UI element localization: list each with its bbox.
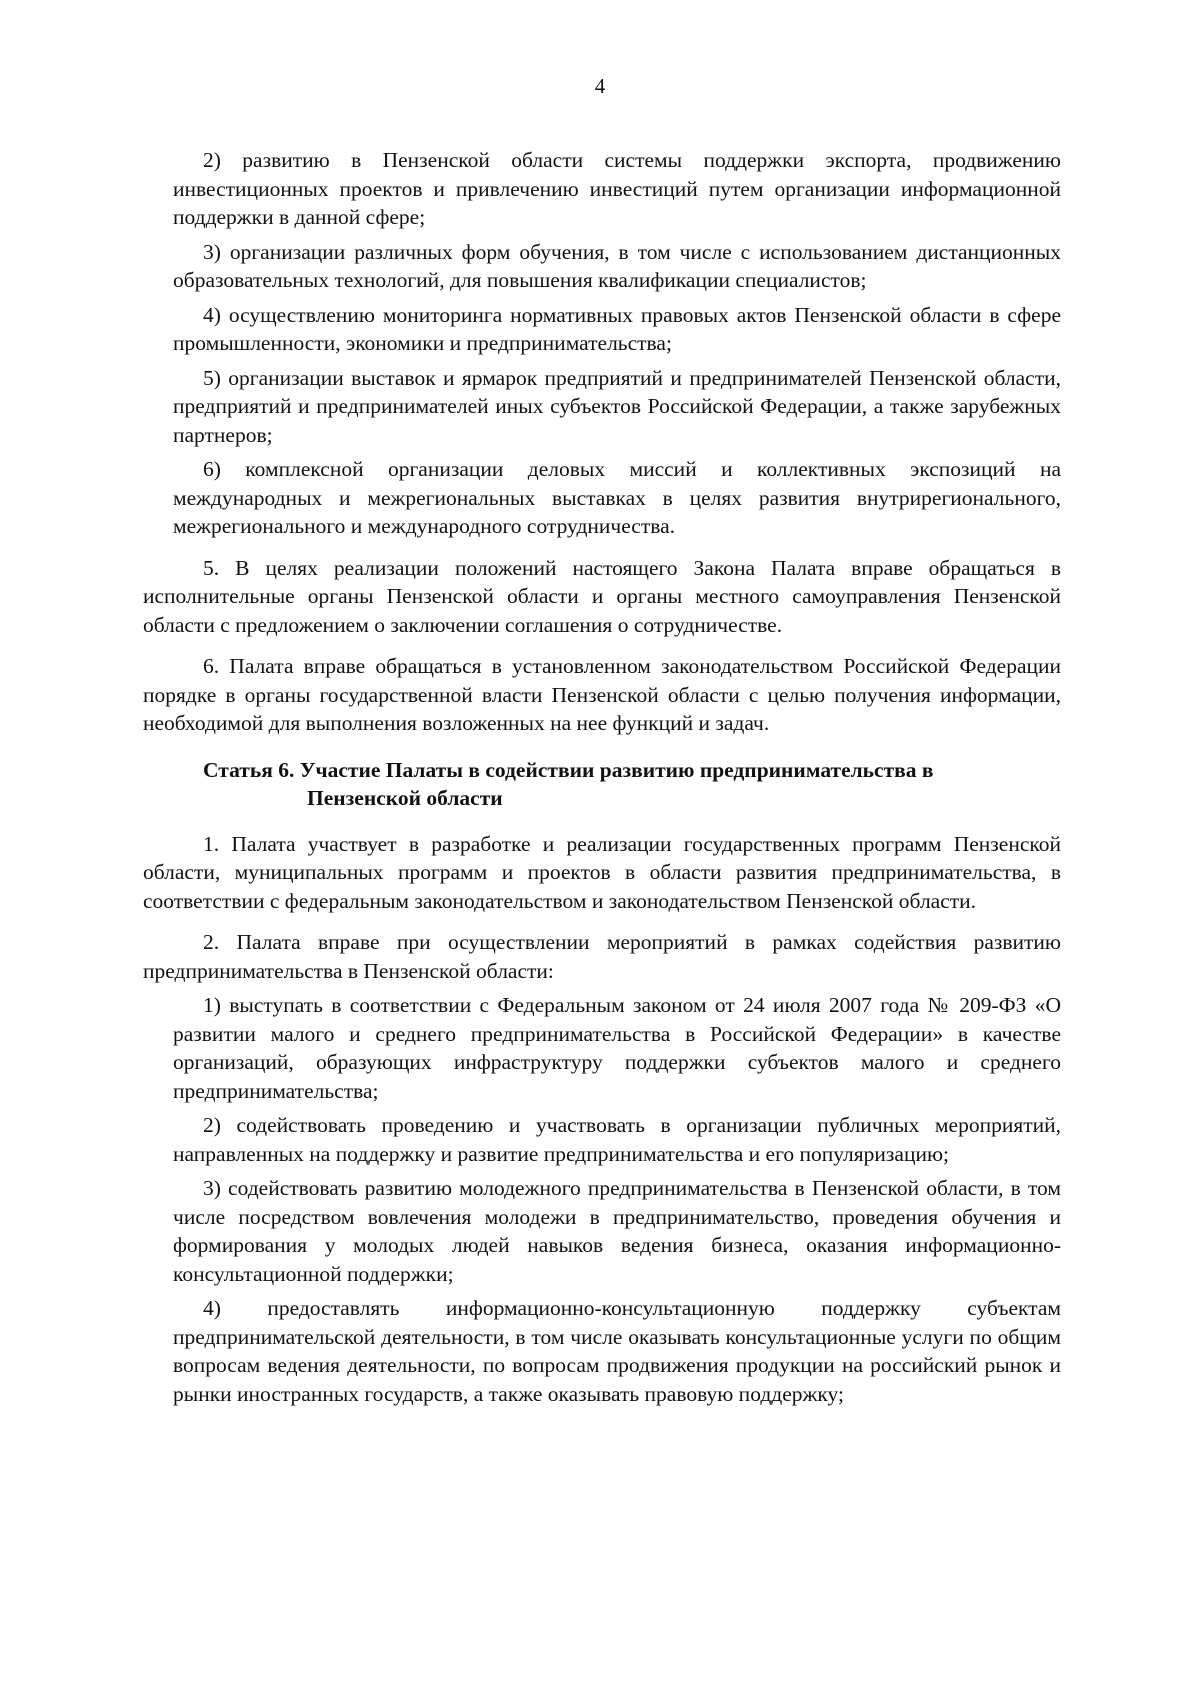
paragraph: 5. В целях реализации положений настоящего Закона Палата вправе обращаться в исполнительные органы Пензенской области и органы местного самоуправления Пензенской области с предложением о заключении соглашения о сотрудничестве. <box>143 555 1061 637</box>
paragraph: 2. Палата вправе при осуществлении мероприятий в рамках содействия развитию предпринимательства в Пензенской области: <box>143 930 1061 983</box>
list-item: 3) организации различных форм обучения, в том числе с использованием дистанционных образовательных технологий, для повышения квалификации специалистов; <box>173 239 1061 292</box>
article-heading-line2: Пензенской области <box>307 785 503 810</box>
paragraph-group-bottom <box>143 830 1061 1409</box>
document-body <box>143 146 1061 1414</box>
page-number: 4 <box>594 74 606 98</box>
list-item: 4) предоставлять информационно-консультационную поддержку субъектам предпринимательской деятельности, в том числе оказывать консультационные услуги по общим вопросам ведения деятельности, по вопросам продвижения продукции на российский рынок и рынки иностранных государств, а также оказывать правовую поддержку; <box>173 1296 1061 1406</box>
list-item: 4) осуществлению мониторинга нормативных правовых актов Пензенской области в сфере промышленности, экономики и предпринимательства; <box>173 302 1061 355</box>
list-item: 3) содействовать развитию молодежного предпринимательства в Пензенской области, в том числе посредством вовлечения молодежи в предпринимательство, проведения обучения и формирования у молодых людей навыков ведения бизнеса, оказания информационно-консультационной поддержки; <box>173 1176 1061 1286</box>
article-heading <box>143 756 1061 812</box>
list-item: 6) комплексной организации деловых миссий и коллективных экспозиций на международных и межрегиональных выставках в целях развития внутрирегионального, межрегионального и международного сотрудничества. <box>173 457 1061 538</box>
list-item: 5) организации выставок и ярмарок предприятий и предпринимателей Пензенской области, предприятий и предпринимателей иных субъектов Российской Федерации, а также зарубежных партнеров; <box>173 365 1061 447</box>
paragraph: 1. Палата участвует в разработке и реализации государственных программ Пензенской области, муниципальных программ и проектов в области развития предпринимательства, в соответствии с федеральным законодательством и законодательством Пензенской области. <box>143 831 1061 913</box>
list-item: 2) развитию в Пензенской области системы поддержки экспорта, продвижению инвестиционных проектов и привлечению инвестиций путем организации информационной поддержки в данной сфере; <box>173 148 1061 229</box>
list-item: 1) выступать в соответствии с Федеральным законом от 24 июля 2007 года № 209-ФЗ «О развитии малого и среднего предпринимательства в Российской Федерации» в качестве организаций, образующих инфраструктуру поддержки субъектов малого и среднего предпринимательства; <box>173 993 1061 1103</box>
article-heading-line1: Статья 6. Участие Палаты в содействии развитию предпринимательства в <box>203 757 934 782</box>
paragraph: 6. Палата вправе обращаться в установленном законодательством Российской Федерации порядке в органы государственной власти Пензенской области с целью получения информации, необходимой для выполнения возложенных на нее функций и задач. <box>143 654 1061 735</box>
list-item: 2) содействовать проведению и участвовать в организации публичных мероприятий, направленных на поддержку и развитие предпринимательства и его популяризацию; <box>173 1113 1061 1166</box>
paragraph-group-top <box>143 146 1061 738</box>
